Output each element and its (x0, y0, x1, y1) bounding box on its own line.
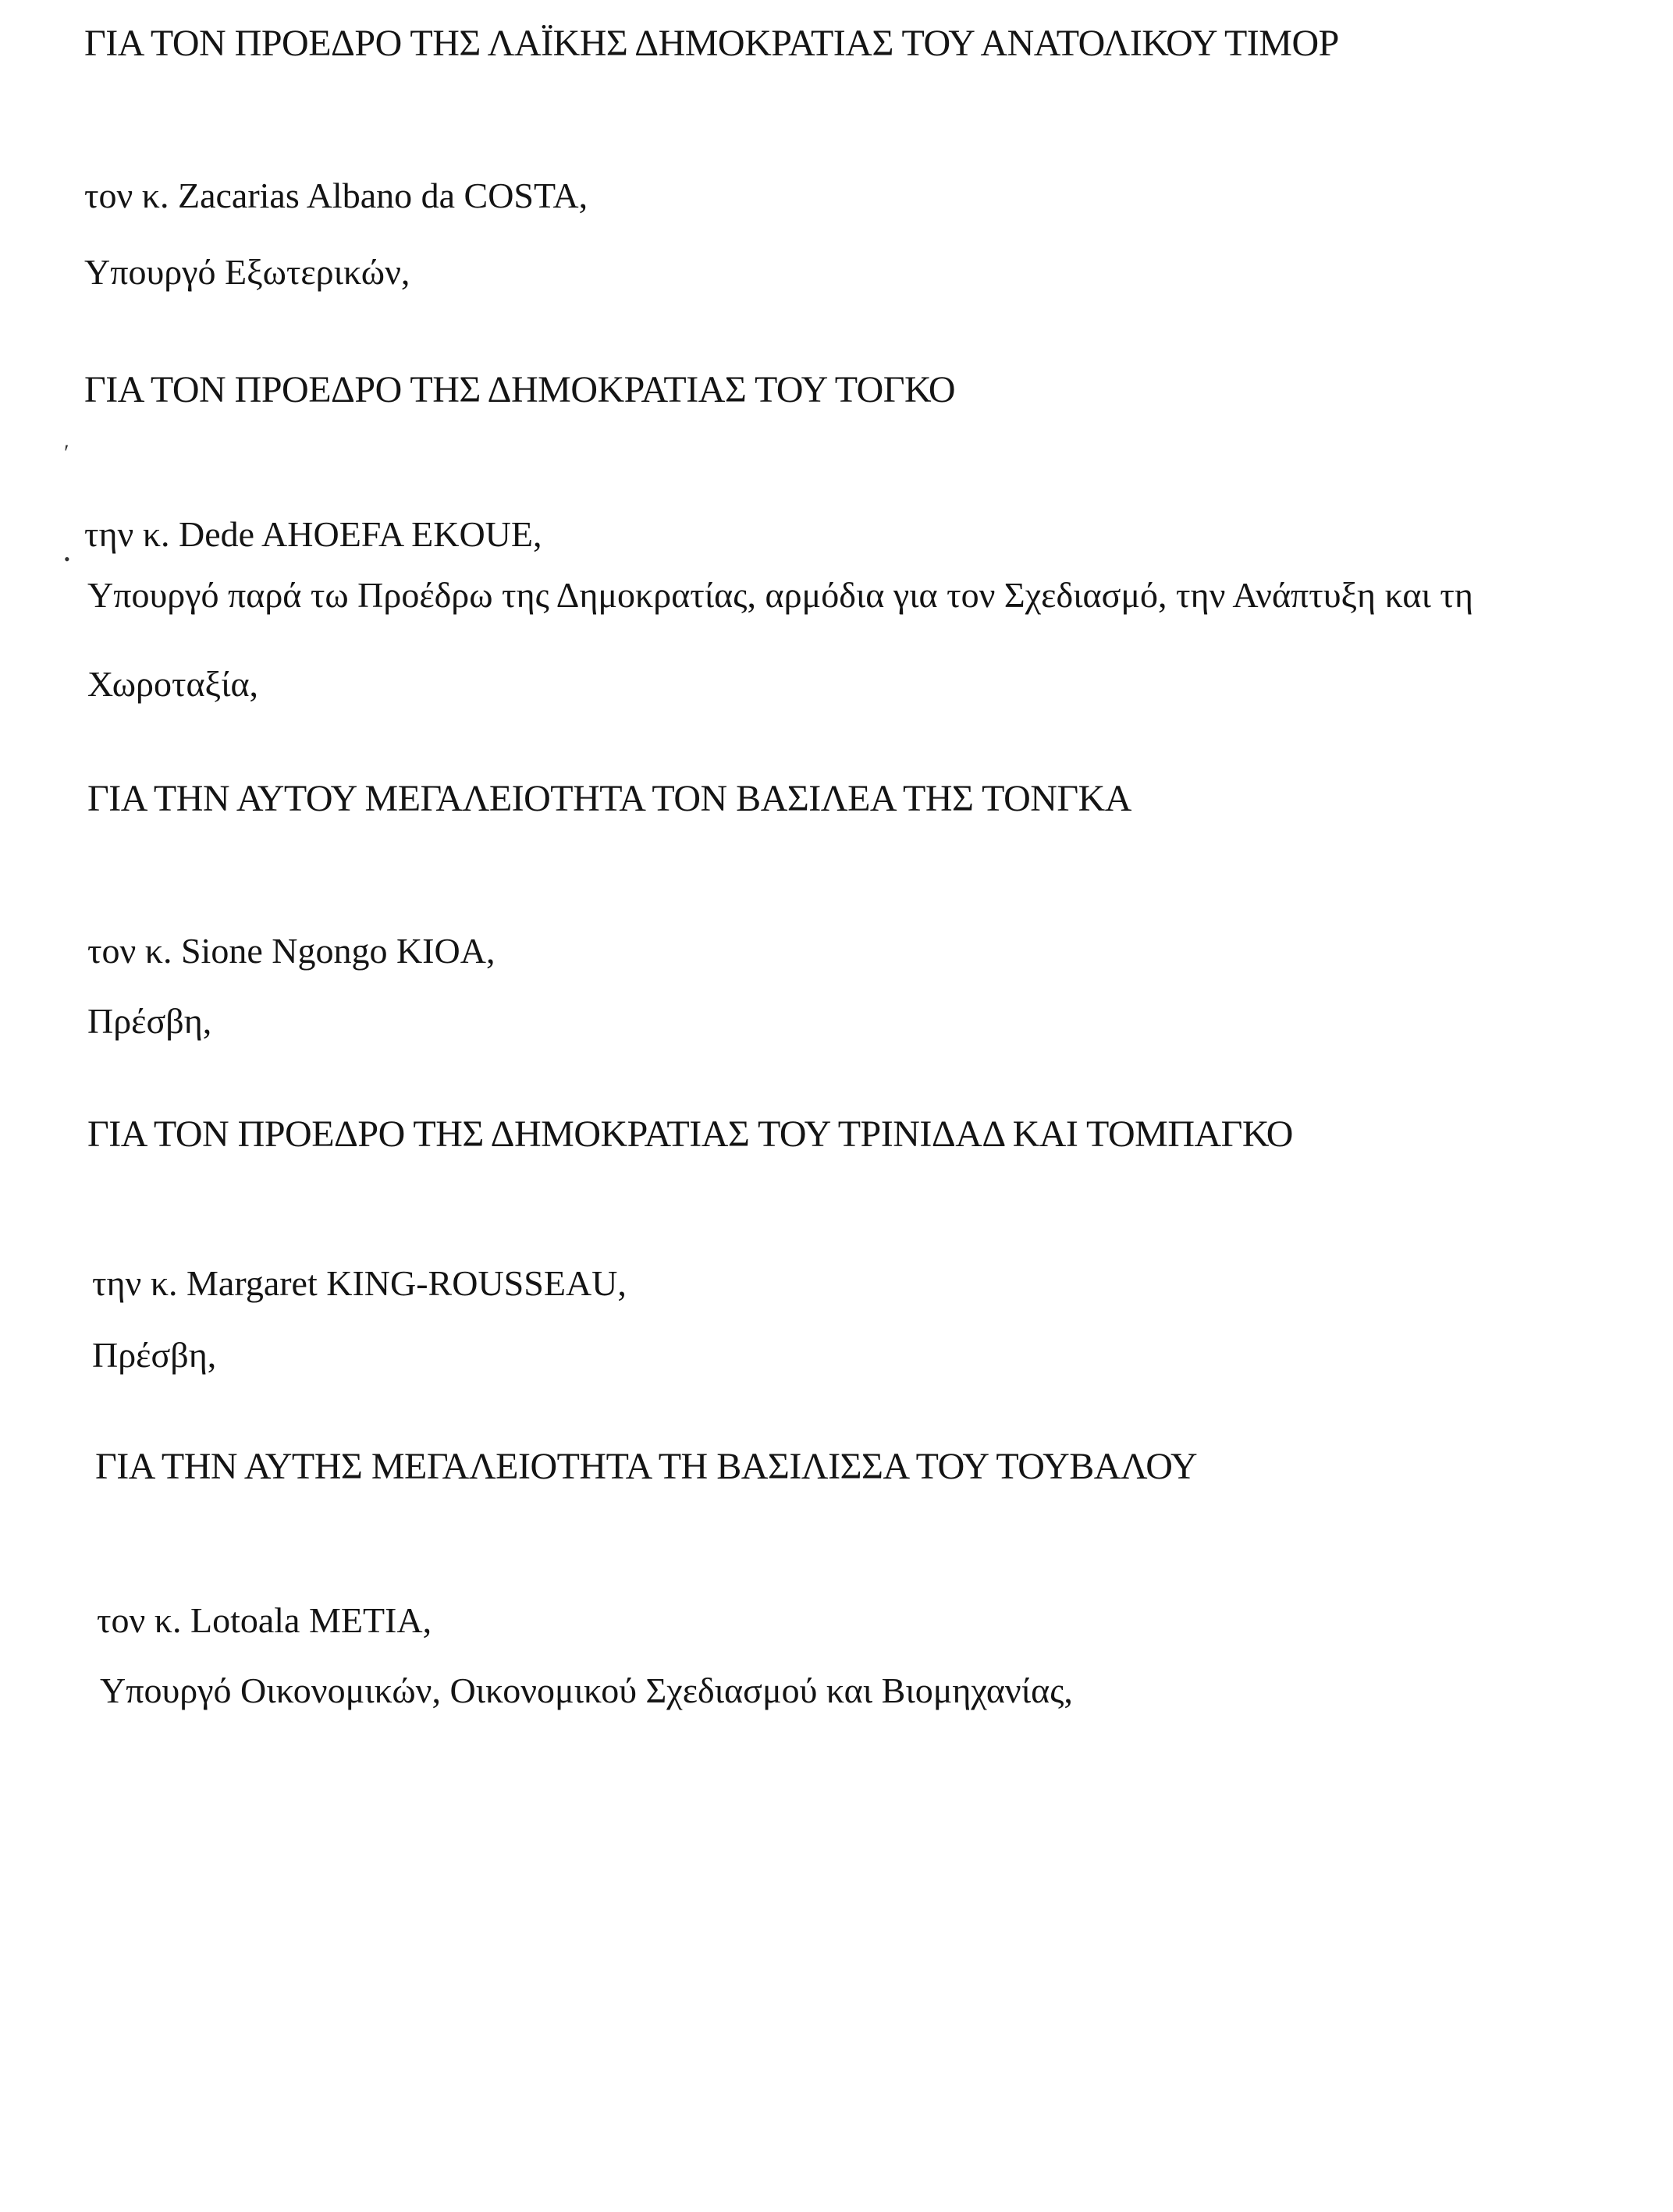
representative-name: την κ. Margaret KING-ROUSSEAU, (92, 1263, 627, 1303)
heading-trinidad-and-tobago: ΓΙΑ ΤΟΝ ΠΡΟΕΔΡΟ ΤΗΣ ΔΗΜΟΚΡΑΤΙΑΣ ΤΟΥ ΤΡΙΝΙΔΑΔ ΚΑΙ ΤΟΜΠΑΓΚΟ (87, 1113, 1293, 1155)
representative-role: Υπουργό παρά τω Προέδρω της Δημοκρατίας, αρμόδια για τον Σχεδιασμό, την Ανάπτυξη και τη (87, 575, 1473, 615)
representative-name: την κ. Dede AHOEFA EKOUE, (84, 514, 542, 554)
representative-name: τον κ. Lotoala METIA, (97, 1600, 432, 1640)
representative-role: Πρέσβη, (92, 1335, 217, 1375)
scan-mark-2: • (64, 549, 70, 569)
representative-name: τον κ. Sione Ngongo KIOA, (87, 931, 496, 971)
representative-role: Υπουργό Εξωτερικών, (84, 252, 410, 292)
heading-tuvalu: ΓΙΑ ΤΗΝ ΑΥΤΗΣ ΜΕΓΑΛΕΙΟΤΗΤΑ ΤΗ ΒΑΣΙΛΙΣΣΑ ΤΟΥ ΤΟΥΒΑΛΟΥ (95, 1446, 1198, 1487)
heading-togo: ΓΙΑ ΤΟΝ ΠΡΟΕΔΡΟ ΤΗΣ ΔΗΜΟΚΡΑΤΙΑΣ ΤΟΥ ΤΟΓΚΟ (84, 369, 956, 410)
representative-name: τον κ. Zacarias Albano da COSTA, (84, 176, 588, 215)
heading-tonga: ΓΙΑ ΤΗΝ ΑΥΤΟΥ ΜΕΓΑΛΕΙΟΤΗΤΑ ΤΟΝ ΒΑΣΙΛΕΑ ΤΗΣ ΤΟΝΓΚΑ (87, 778, 1131, 819)
representative-role: Πρέσβη, (87, 1001, 212, 1041)
scan-mark-1: ′ (64, 440, 69, 466)
heading-east-timor: ΓΙΑ ΤΟΝ ΠΡΟΕΔΡΟ ΤΗΣ ΛΑΪΚΗΣ ΔΗΜΟΚΡΑΤΙΑΣ ΤΟΥ ΑΝΑΤΟΛΙΚΟΥ ΤΙΜΟΡ (84, 23, 1339, 64)
representative-role: Υπουργό Οικονομικών, Οικονομικού Σχεδιασμού και Βιομηχανίας, (100, 1671, 1073, 1710)
representative-role-continued: Χωροταξία, (87, 664, 259, 704)
